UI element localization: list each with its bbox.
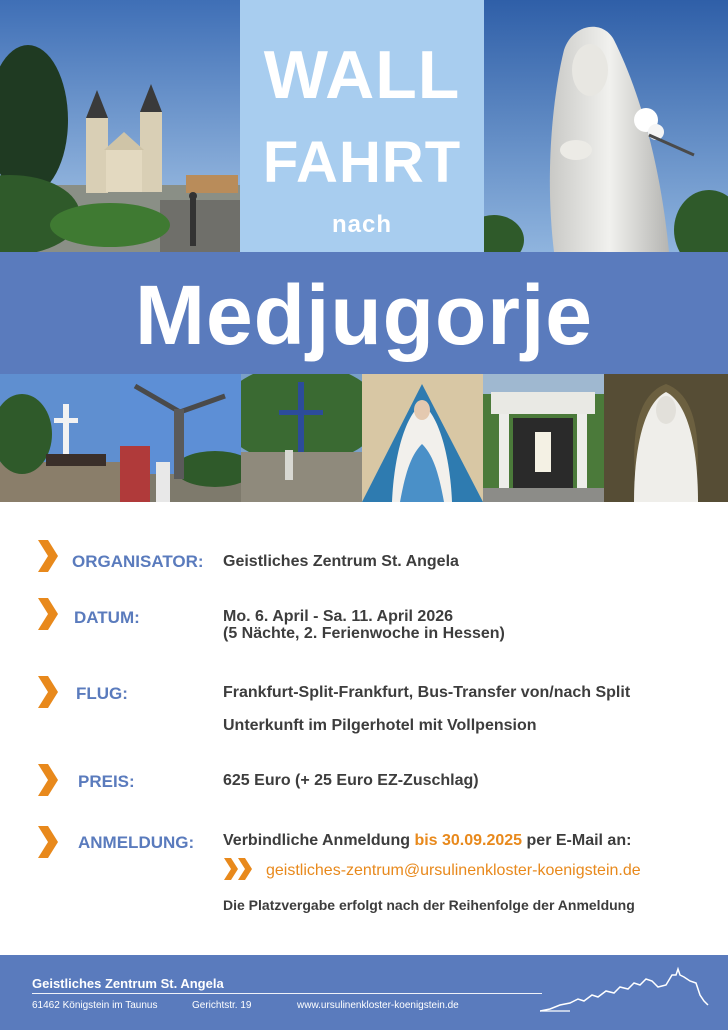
- price-label: PREIS:: [78, 772, 135, 791]
- organizer-value: Geistliches Zentrum St. Angela: [223, 553, 459, 570]
- destination-title: Medjugorje: [134, 268, 593, 362]
- blue-cross-photo: [241, 374, 362, 502]
- flight-value: Frankfurt-Split-Frankfurt, Bus-Transfer von/nach Split: [223, 684, 631, 701]
- madonna-statue-photo: [484, 0, 728, 252]
- church-photo: [0, 0, 240, 252]
- chevron-right-icon: [38, 676, 58, 708]
- chevron-right-icon: [38, 826, 58, 858]
- registration-text-end: per E-Mail an:: [522, 832, 632, 849]
- price-value: 625 Euro (+ 25 Euro EZ-Zuschlag): [223, 772, 479, 789]
- date-value: Mo. 6. April - Sa. 11. April 2026: [223, 608, 454, 625]
- accommodation-value: Unterkunft im Pilgerhotel mit Vollpension: [223, 717, 537, 734]
- footer-org-name: Geistliches Zentrum St. Angela: [32, 976, 224, 991]
- madonna-mosaic-photo: [362, 374, 483, 502]
- footer-website-link[interactable]: www.ursulinenkloster-koenigstein.de: [297, 1000, 459, 1011]
- registration-text-start: Verbindliche Anmeldung: [223, 832, 415, 849]
- hero-title-box: [240, 0, 484, 252]
- hero-title-line3: nach: [331, 211, 392, 238]
- date-label: DATUM:: [74, 608, 140, 627]
- registration-value: [223, 832, 631, 850]
- hero-title-line2: FAHRT: [262, 130, 462, 195]
- allocation-note: Die Platzvergabe erfolgt nach der Reihenfolge der Anmeldung: [223, 897, 635, 913]
- footer-divider: [32, 993, 542, 994]
- crucifix-statue-photo: [120, 374, 241, 502]
- flight-label: FLUG:: [76, 684, 128, 703]
- registration-deadline: bis 30.09.2025: [414, 832, 523, 849]
- chapel-photo: [483, 374, 604, 502]
- double-chevron-right-icon: [224, 858, 254, 880]
- footer-street: Gerichtstr. 19: [192, 1000, 252, 1011]
- date-note: (5 Nächte, 2. Ferienwoche in Hessen): [223, 625, 505, 642]
- chevron-right-icon: [38, 764, 58, 796]
- chevron-right-icon: [38, 540, 58, 572]
- cross-hill-photo: [0, 374, 120, 502]
- organizer-label: ORGANISATOR:: [72, 552, 204, 571]
- footer: [0, 955, 728, 1030]
- chevron-right-icon: [38, 598, 58, 630]
- destination-banner: [0, 252, 728, 374]
- email-link[interactable]: geistliches-zentrum@ursulinenkloster-koenigstein.de: [266, 862, 641, 879]
- skyline-icon: [540, 961, 710, 1017]
- footer-city: 61462 Königstein im Taunus: [32, 1000, 158, 1011]
- hero-title-line1: WALL: [263, 37, 461, 113]
- madonna-figure-photo: [604, 374, 728, 502]
- registration-label: ANMELDUNG:: [78, 833, 195, 852]
